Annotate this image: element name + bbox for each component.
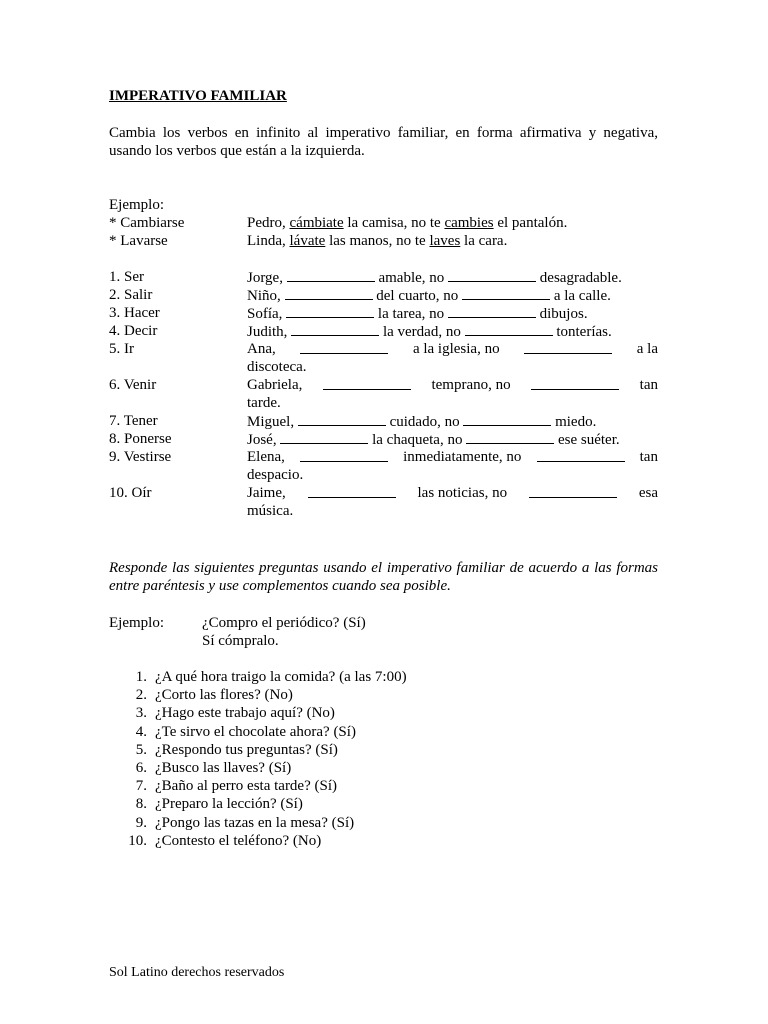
answer-blank[interactable] <box>298 412 386 426</box>
exercise-row <box>0 484 768 502</box>
sentence-text: esa <box>638 485 658 501</box>
exercise-continuation <box>0 466 768 484</box>
affirmative-answer: cámbiate <box>289 215 344 231</box>
sentence-text: Elena, <box>247 449 285 465</box>
answer-blank[interactable] <box>537 448 625 462</box>
question-text: ¿Hago este trabajo aquí? (No) <box>155 705 335 722</box>
sentence-text: tan <box>639 377 658 393</box>
sentence-text: amable, no <box>378 270 445 286</box>
exercise-row <box>0 430 768 448</box>
question-item <box>0 741 768 759</box>
question-number: 10. <box>128 832 147 849</box>
exercise-row <box>0 376 768 394</box>
example-row <box>0 214 768 232</box>
answer-blank[interactable] <box>448 304 536 318</box>
example-sentence: Linda, lávate las manos, no te laves la cara. <box>247 233 508 249</box>
question-item <box>0 759 768 777</box>
example-sentence: Pedro, cámbiate la camisa, no te cambies el pantalón. <box>247 215 568 231</box>
answer-blank[interactable] <box>462 286 550 300</box>
sentence-text: del cuarto, no <box>376 288 459 304</box>
exercise-verb: 9. Vestirse <box>109 449 172 465</box>
answer-blank[interactable] <box>291 322 379 336</box>
exercise-verb: 8. Ponerse <box>109 431 172 447</box>
answer-blank[interactable] <box>286 304 374 318</box>
exercise-sentence <box>247 304 658 323</box>
exercise-row <box>0 268 768 286</box>
exercise-continuation <box>0 502 768 520</box>
exercise-sentence <box>247 340 658 358</box>
example-label: * Cambiarse <box>109 215 185 231</box>
question-number: 5. <box>135 741 147 758</box>
sentence-text: las noticias, no <box>417 485 508 501</box>
exercise-verb: 5. Ir <box>109 341 134 357</box>
question-text: ¿A qué hora traigo la comida? (a las 7:00) <box>155 669 407 685</box>
question-text: ¿Respondo tus preguntas? (Sí) <box>155 741 338 758</box>
footer-text: Sol Latino derechos reservados <box>109 965 285 980</box>
negative-answer: laves <box>429 233 461 249</box>
question-item <box>0 723 768 741</box>
example-heading: Ejemplo: <box>109 197 164 213</box>
question-number: 8. <box>135 796 147 813</box>
exercise-sentence <box>247 412 658 431</box>
question-text: ¿Baño al perro esta tarde? (Sí) <box>155 778 337 795</box>
question-number: 3. <box>135 705 147 722</box>
answer-blank[interactable] <box>308 484 396 498</box>
example-row <box>0 232 768 250</box>
exercise-sentence <box>247 322 658 341</box>
exercise-verb: 1. Ser <box>109 269 144 285</box>
example-label: * Lavarse <box>109 233 168 249</box>
question-text: ¿Preparo la lección? (Sí) <box>155 796 303 813</box>
exercise-row <box>0 322 768 340</box>
question-text: ¿Te sirvo el chocolate ahora? (Sí) <box>155 723 356 740</box>
sentence-text: Sofía, <box>247 306 283 322</box>
exercise-sentence <box>247 430 658 449</box>
answer-blank[interactable] <box>529 484 617 498</box>
negative-answer: cambies <box>444 215 494 231</box>
sentence-text: José, <box>247 432 277 448</box>
sentence-text: tan <box>639 449 658 465</box>
answer-blank[interactable] <box>300 448 388 462</box>
sentence-text: a la <box>636 341 658 357</box>
question-number: 6. <box>135 760 147 776</box>
sentence-text: la tarea, no <box>377 306 445 322</box>
answer-blank[interactable] <box>465 322 553 336</box>
answer-blank[interactable] <box>448 268 536 282</box>
answer-blank[interactable] <box>463 412 551 426</box>
answer-blank[interactable] <box>285 286 373 300</box>
exercise-row <box>0 340 768 358</box>
exercise-row <box>0 412 768 430</box>
answer-blank[interactable] <box>323 376 411 390</box>
sentence-text: inmediatamente, no <box>403 449 522 465</box>
sentence-text: desagradable. <box>539 270 622 286</box>
question-number: 2. <box>135 687 147 704</box>
sentence-text: Niño, <box>247 288 281 304</box>
question-item <box>0 777 768 795</box>
exercise-verb: 6. Venir <box>109 377 157 393</box>
question-item <box>0 814 768 832</box>
sentence-text: Gabriela, <box>247 377 303 393</box>
question-item <box>0 832 768 850</box>
question-number: 7. <box>135 778 147 795</box>
sentence-text: la verdad, no <box>382 324 461 340</box>
answer-blank[interactable] <box>287 268 375 282</box>
sentence-text: cuidado, no <box>389 414 460 430</box>
exercise-verb: 7. Tener <box>109 413 158 429</box>
example2-answer: Sí cómpralo. <box>202 633 279 649</box>
question-text: ¿Corto las flores? (No) <box>155 687 293 704</box>
answer-blank[interactable] <box>280 430 368 444</box>
exercise-sentence <box>247 376 658 394</box>
question-item <box>0 686 768 704</box>
sentence-text: discoteca. <box>247 359 307 375</box>
question-number: 1. <box>135 669 147 685</box>
answer-blank[interactable] <box>524 340 612 354</box>
exercise-sentence <box>247 268 658 287</box>
example2-question: ¿Compro el periódico? (Sí) <box>202 615 366 631</box>
question-item <box>0 795 768 813</box>
sentence-text: la chaqueta, no <box>372 432 463 448</box>
sentence-text: Judith, <box>247 324 288 340</box>
answer-blank[interactable] <box>531 376 619 390</box>
answer-blank[interactable] <box>300 340 388 354</box>
question-text: ¿Pongo las tazas en la mesa? (Sí) <box>155 814 355 831</box>
sentence-text: Jaime, <box>247 485 286 501</box>
exercise-verb: 3. Hacer <box>109 305 160 321</box>
sentence-text: Ana, <box>247 341 276 357</box>
sentence-text: temprano, no <box>431 377 511 393</box>
example2-label: Ejemplo: <box>109 615 164 631</box>
sentence-text: dibujos. <box>539 306 588 322</box>
exercise-continuation <box>0 358 768 376</box>
sentence-text: ese suéter. <box>557 432 620 448</box>
sentence-text: Jorge, <box>247 270 283 286</box>
question-item <box>0 704 768 722</box>
exercise-row <box>0 286 768 304</box>
exercise-continuation <box>0 394 768 412</box>
sentence-text: a la iglesia, no <box>412 341 500 357</box>
exercise-verb: 2. Salir <box>109 287 153 303</box>
sentence-text: música. <box>247 503 294 519</box>
sentence-text: tonterías. <box>556 324 612 340</box>
question-text: ¿Contesto el teléfono? (No) <box>155 832 322 849</box>
sentence-text: Miguel, <box>247 414 295 430</box>
exercise-verb: 4. Decir <box>109 323 158 339</box>
sentence-text: miedo. <box>555 414 597 430</box>
instructions-2: Responde las siguientes preguntas usando el imperativo familiar de acuerdo a las formas entre paréntesis y use complementos cuando sea posible. <box>109 560 658 594</box>
sentence-text: tarde. <box>247 395 281 411</box>
question-number: 9. <box>135 814 147 831</box>
question-number: 4. <box>135 723 147 740</box>
exercise-verb: 10. Oír <box>109 485 152 501</box>
page-title: IMPERATIVO FAMILIAR <box>109 88 287 104</box>
answer-blank[interactable] <box>466 430 554 444</box>
question-item <box>0 668 768 686</box>
exercise-row <box>0 448 768 466</box>
question-text: ¿Busco las llaves? (Sí) <box>155 760 292 776</box>
exercise-sentence <box>247 448 658 466</box>
sentence-text: a la calle. <box>553 288 611 304</box>
sentence-text: despacio. <box>247 467 304 483</box>
exercise-row <box>0 304 768 322</box>
exercise-sentence <box>247 484 658 502</box>
exercise-sentence <box>247 286 658 305</box>
affirmative-answer: lávate <box>289 233 326 249</box>
instructions: Cambia los verbos en infinito al imperativo familiar, en forma afirmativa y negativa, usando los verbos que están a la izquierda. <box>109 125 658 159</box>
